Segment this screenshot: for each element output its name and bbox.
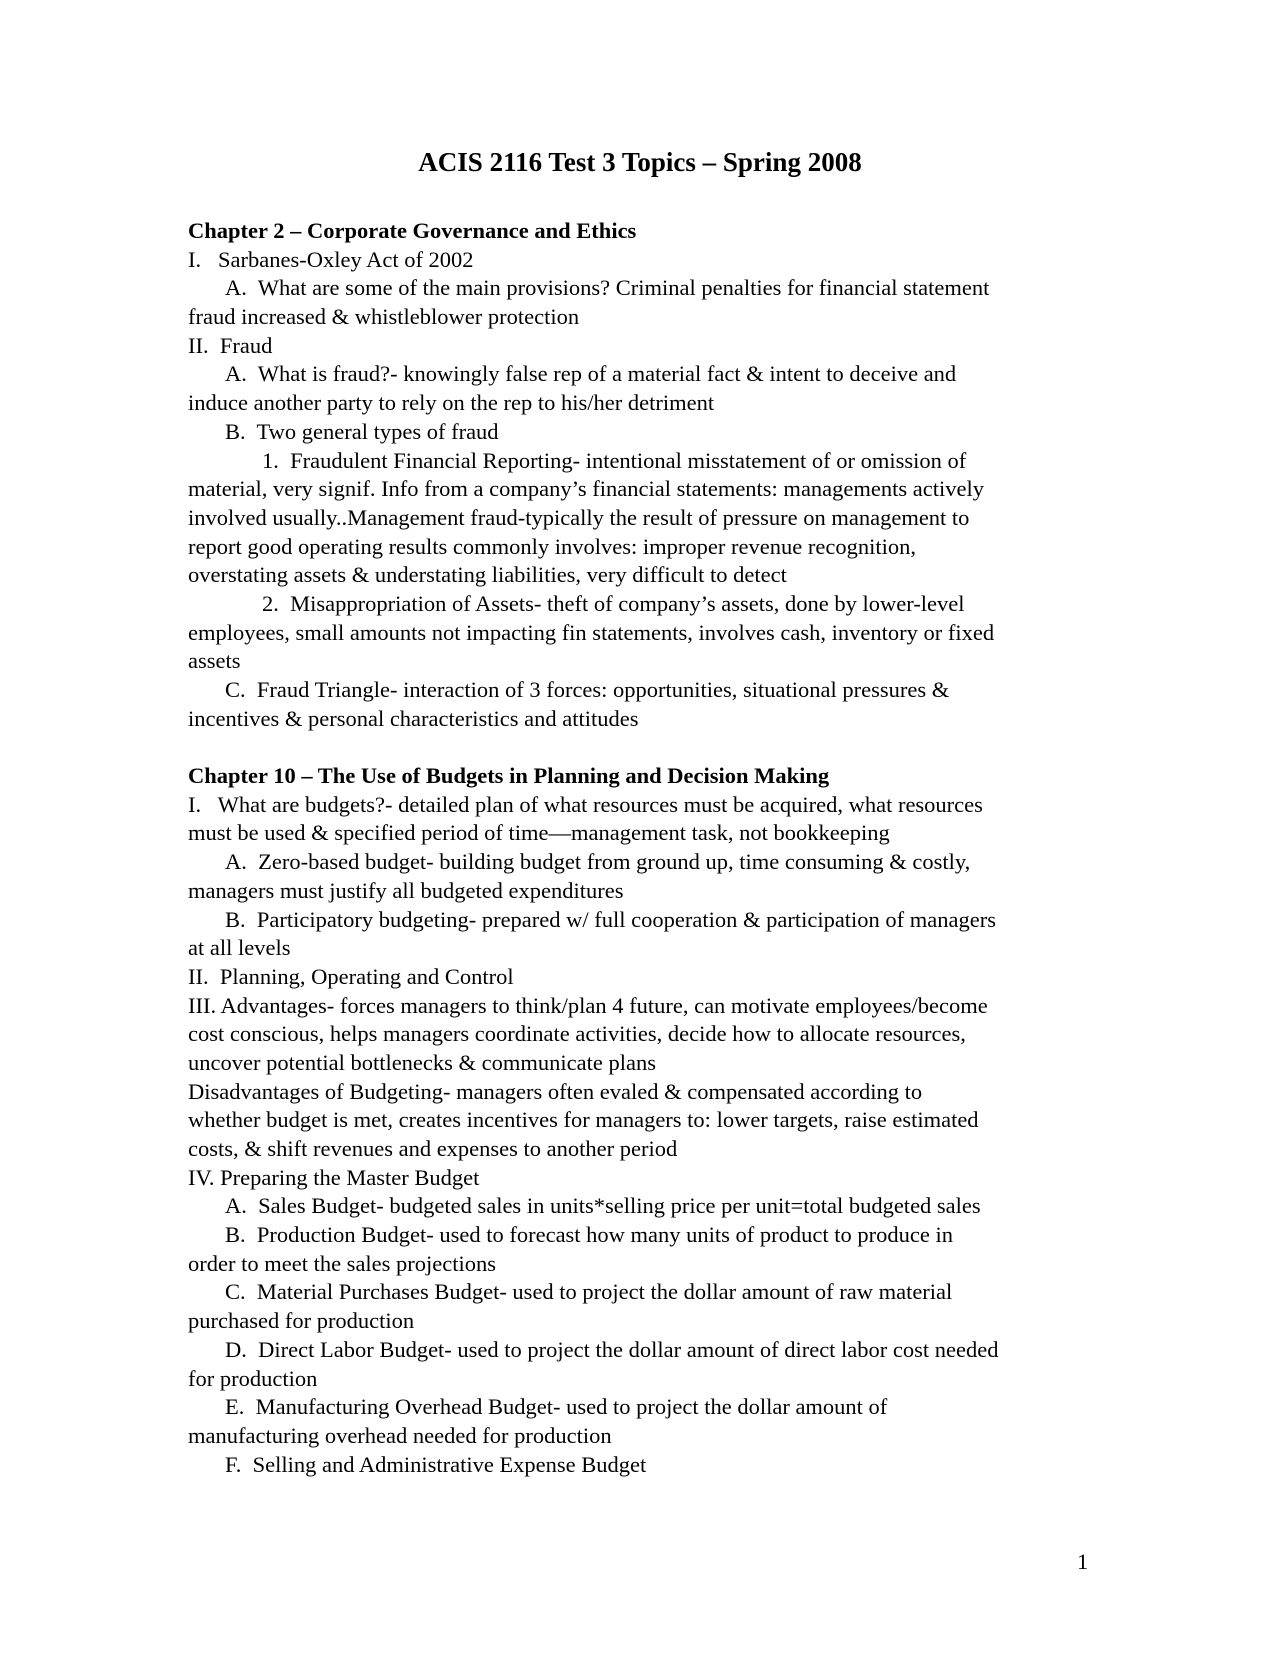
- outline-item: E. Manufacturing Overhead Budget- used to project the dollar amount of: [225, 1394, 888, 1420]
- chapter-2-heading: Chapter 2 – Corporate Governance and Ethics: [188, 218, 637, 243]
- outline-continuation: fraud increased & whistleblower protection: [188, 304, 580, 330]
- outline-continuation: manufacturing overhead needed for production: [188, 1422, 612, 1448]
- outline-continuation: cost conscious, helps managers coordinate activities, decide how to allocate resources,: [188, 1021, 966, 1047]
- outline-item: D. Direct Labor Budget- used to project the dollar amount of direct labor cost needed: [225, 1336, 999, 1362]
- outline-continuation: incentives & personal characteristics and attitudes: [188, 705, 639, 731]
- section-spacer: [188, 733, 1088, 762]
- outline-continuation: assets: [188, 648, 241, 674]
- outline-continuation: whether budget is met, creates incentives for managers to: lower targets, raise estimated: [188, 1107, 979, 1133]
- outline-continuation: managers must justify all budgeted expenditures: [188, 877, 624, 903]
- outline-item: B. Participatory budgeting- prepared w/ full cooperation & participation of managers: [225, 906, 997, 932]
- outline-continuation: uncover potential bottlenecks & communicate plans: [188, 1049, 656, 1075]
- outline-item: 1. Fraudulent Financial Reporting- intentional misstatement of or omission of: [262, 447, 967, 473]
- outline-continuation: order to meet the sales projections: [188, 1250, 497, 1276]
- outline-continuation: must be used & specified period of time—management task, not bookkeeping: [188, 820, 890, 846]
- outline-item: A. Sales Budget- budgeted sales in units*selling price per unit=total budgeted sales: [225, 1193, 981, 1219]
- chapter-10-heading: Chapter 10 – The Use of Budgets in Planning and Decision Making: [188, 763, 830, 789]
- outline-item: A. Zero-based budget- building budget from ground up, time consuming & costly,: [225, 849, 971, 875]
- outline-continuation: at all levels: [188, 935, 291, 961]
- outline-item: A. What is fraud?- knowingly false rep of a material fact & intent to deceive and: [225, 361, 957, 387]
- outline-continuation: report good operating results commonly involves: improper revenue recognition,: [188, 533, 916, 559]
- outline-continuation: employees, small amounts not impacting fin statements, involves cash, inventory or fixed: [188, 619, 995, 645]
- outline-item: II. Fraud: [188, 332, 273, 358]
- outline-item: C. Fraud Triangle- interaction of 3 forces: opportunities, situational pressures &: [225, 677, 950, 702]
- outline-paragraph: Disadvantages of Budgeting- managers often evaled & compensated according to: [188, 1078, 923, 1104]
- page-number: 1: [1077, 1549, 1089, 1574]
- outline-item: III. Advantages- forces managers to think/plan 4 future, can motivate employees/become: [188, 992, 988, 1018]
- outline-item: C. Material Purchases Budget- used to project the dollar amount of raw material: [225, 1279, 953, 1305]
- document-body: [188, 217, 1088, 1479]
- outline-item: A. What are some of the main provisions? Criminal penalties for financial statement: [225, 275, 990, 301]
- document-title: ACIS 2116 Test 3 Topics – Spring 2008: [418, 147, 862, 177]
- outline-continuation: costs, & shift revenues and expenses to another period: [188, 1136, 678, 1161]
- outline-continuation: material, very signif. Info from a company’s financial statements: managements actively: [188, 476, 984, 502]
- outline-item: II. Planning, Operating and Control: [188, 963, 514, 989]
- outline-continuation: involved usually..Management fraud-typically the result of pressure on management to: [188, 504, 970, 530]
- outline-item: 2. Misappropriation of Assets- theft of company’s assets, done by lower-level: [262, 590, 965, 616]
- outline-item: F. Selling and Administrative Expense Budget: [225, 1451, 647, 1477]
- outline-continuation: purchased for production: [188, 1308, 415, 1334]
- outline-item: B. Two general types of fraud: [225, 418, 499, 444]
- outline-item: IV. Preparing the Master Budget: [188, 1164, 480, 1190]
- outline-continuation: overstating assets & understating liabilities, very difficult to detect: [188, 562, 787, 588]
- outline-item: I. Sarbanes-Oxley Act of 2002: [188, 246, 474, 272]
- outline-continuation: for production: [188, 1365, 318, 1391]
- outline-item: B. Production Budget- used to forecast how many units of product to produce in: [225, 1222, 953, 1248]
- outline-continuation: induce another party to rely on the rep to his/her detriment: [188, 390, 715, 416]
- outline-item: I. What are budgets?- detailed plan of what resources must be acquired, what resources: [188, 791, 983, 817]
